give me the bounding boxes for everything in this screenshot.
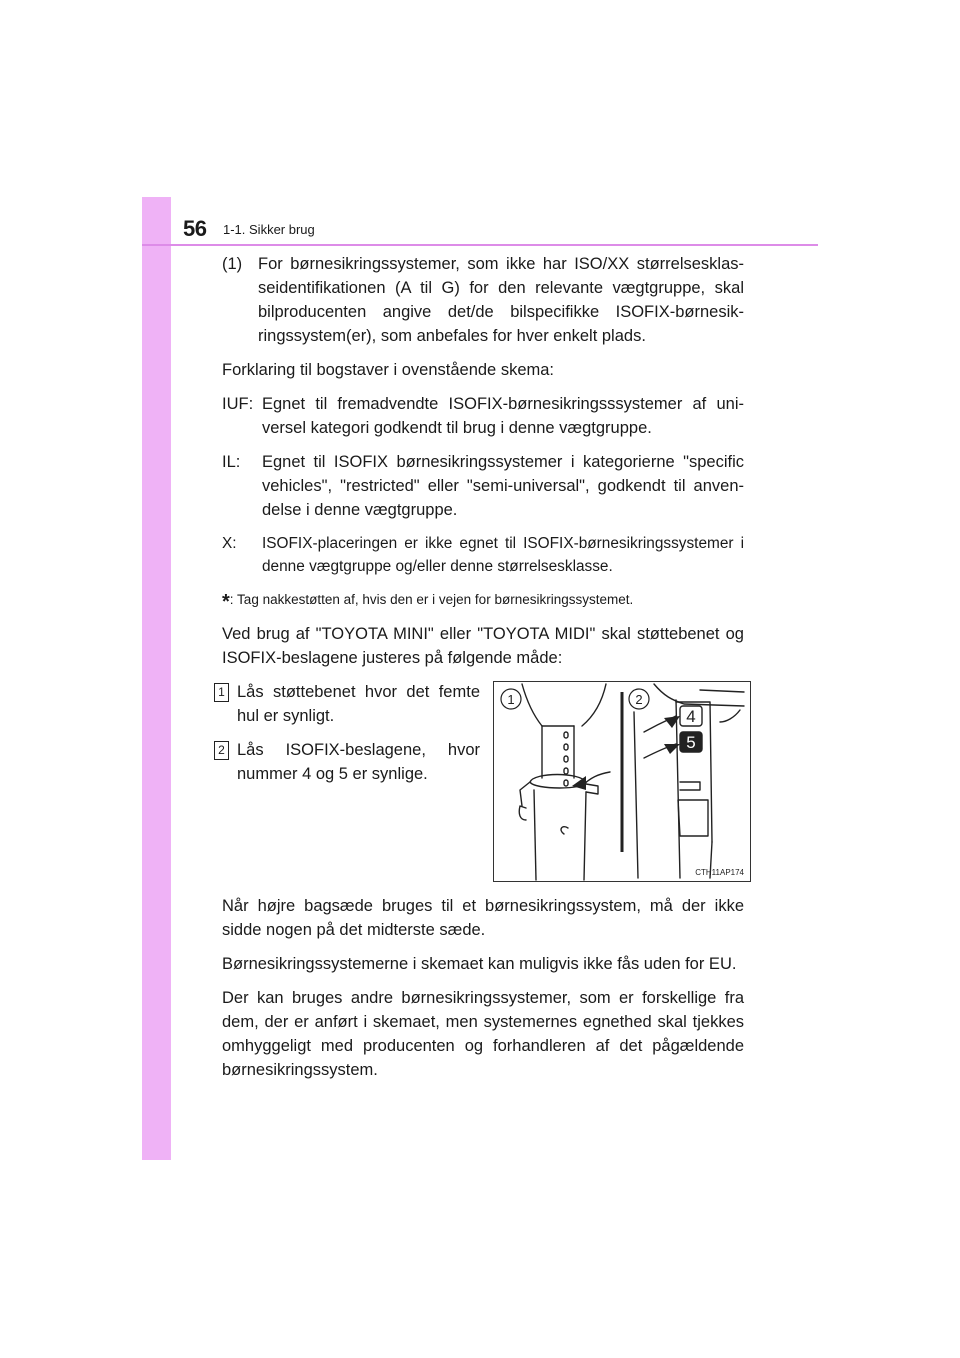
leg-hole — [564, 768, 568, 774]
footnote-1-text: For børnesikringssystemer, som ikke har ISO/XX størrelsesklasseidentifikationen (A til G) for den relevante vægtgruppe, skal bilproducenten angive det/de bilspecifikke ISOFIX-børnesikringssystem(er), som anbefales for hver enkelt plads. — [258, 255, 744, 345]
asterisk-mark: * — [222, 591, 230, 613]
seat-outline-curve — [720, 710, 740, 722]
legend-intro: Forklaring til bogstaver i ovenstående skema: — [222, 361, 554, 379]
leg-hole — [564, 780, 568, 786]
adjustment-section — [218, 680, 744, 886]
step-number-badge: 2 — [214, 741, 229, 760]
adjust-intro: Ved brug af "TOYOTA MINI" eller "TOYOTA MIDI" skal støttebenet og ISOFIX-beslagene justeres på følgende måde: — [222, 625, 744, 667]
side-tab-bar — [142, 197, 171, 1160]
footnote-1-label: (1) — [222, 255, 243, 273]
illustration-svg — [494, 682, 750, 881]
leg-hole — [564, 744, 568, 750]
seat-outline-line — [700, 690, 744, 692]
bracket-slot — [680, 782, 700, 790]
leg-hole — [564, 756, 568, 762]
leg-hole — [564, 732, 568, 738]
legend-item-il — [222, 450, 744, 522]
header-divider — [142, 244, 818, 246]
bracket-inner-edge — [676, 700, 680, 878]
asterisk-note-text: : Tag nakkestøtten af, hvis den er i vejen for børnesikringssystemet. — [229, 592, 634, 607]
step-2 — [214, 738, 480, 786]
bracket-mark-4: 4 — [686, 707, 696, 726]
step-1 — [214, 680, 480, 728]
step-text: Lås ISOFIX-beslagene, hvor nummer 4 og 5 er synlige. — [237, 741, 480, 783]
step-list — [214, 680, 480, 796]
bracket-mark-5: 5 — [686, 733, 696, 752]
callout-2: 2 — [635, 692, 643, 707]
leg-clip — [519, 806, 526, 820]
section-title: 1-1. Sikker brug — [223, 222, 315, 237]
page-content — [218, 252, 744, 1092]
legend-code: IL: — [222, 453, 241, 471]
leg-mark — [561, 827, 568, 834]
figure-code: CTH11AP174 — [695, 868, 744, 877]
leg-housing-inner — [534, 790, 536, 880]
legend-item-iuf — [222, 392, 744, 440]
paragraph-middle-seat: Når højre bagsæde bruges til et børnesikringssystem, må der ikke sidde nogen på det midterste sæde. — [222, 897, 744, 939]
leg-lock-lever — [586, 784, 598, 794]
page-number: 56 — [183, 216, 207, 241]
bracket-left-edge — [634, 712, 638, 878]
leg-housing-right — [584, 792, 586, 880]
arrow-head-2 — [664, 716, 680, 728]
legend-code: IUF: — [222, 395, 254, 413]
paragraph-eu: Børnesikringssystemerne i skemaet kan muligvis ikke fås uden for EU. — [222, 955, 737, 973]
leg-upper-left-line — [522, 684, 542, 726]
asterisk-note — [222, 588, 744, 614]
seat-outline-top — [654, 684, 744, 706]
callout-1: 1 — [507, 692, 515, 707]
legend-text: Egnet til fremadvendte ISOFIX-børnesikringsssystemer af universel kategori godkendt til brug i denne vægtgruppe. — [262, 395, 744, 437]
step-text: Lås støttebenet hvor det femte hul er synligt. — [237, 683, 480, 725]
footnote-1 — [222, 252, 744, 348]
step-number-badge: 1 — [214, 683, 229, 702]
legend-text: Egnet til ISOFIX børnesikringssystemer i kategorierne "specific vehicles", "restricted" eller "semi-universal", godkendt til anvendelse i denne vægtgruppe. — [262, 453, 744, 519]
legend-code: X: — [222, 535, 237, 552]
paragraph-other-systems: Der kan bruges andre børnesikringssystemer, som er forskellige fra dem, der er anført i skemaet, men systemernes egnethed skal tjekkes omhyggeligt med producenten og forhandleren af det pågældende børnesikringssystem. — [222, 989, 744, 1079]
leg-housing-left — [520, 782, 530, 806]
bracket-latch — [678, 800, 708, 836]
isofix-illustration — [493, 681, 751, 882]
legend-text: ISOFIX-placeringen er ikke egnet til ISOFIX-børnesikringssystemer i denne vægtgruppe og/eller denne størrelsesklasse. — [262, 535, 744, 575]
legend-item-x — [222, 532, 744, 578]
leg-upper-right-line — [582, 684, 606, 726]
